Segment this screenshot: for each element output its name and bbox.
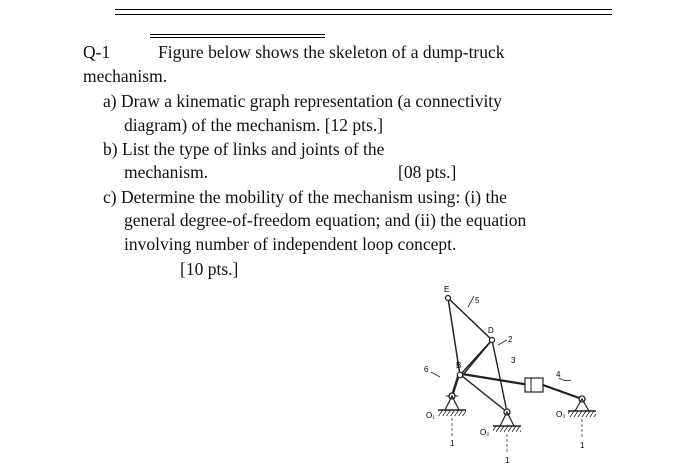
- joint-B: [457, 372, 463, 378]
- label-O3: O₃: [556, 410, 566, 419]
- link-4-cylinder: [525, 378, 582, 399]
- question-intro-line1: Figure below shows the skeleton of a dump-truck: [158, 42, 505, 62]
- label-3: 3: [511, 356, 516, 365]
- leader-2: [498, 340, 507, 345]
- label-ground-1: 1: [450, 439, 455, 448]
- part-a-line1: a) Draw a kinematic graph representation (a connectivity: [103, 91, 502, 111]
- label-6: 6: [424, 365, 429, 374]
- label-5: 5: [475, 296, 480, 305]
- leader-4: [559, 378, 571, 381]
- label-2: 2: [508, 335, 513, 344]
- label-O2: O₂: [480, 428, 490, 437]
- label-4: 4: [556, 370, 561, 379]
- question-number: Q-1: [83, 42, 111, 62]
- leader-6: [431, 372, 440, 377]
- part-c-points: [10 pts.]: [180, 259, 239, 279]
- label-B: B: [456, 361, 462, 370]
- joint-D: [490, 338, 495, 343]
- link-5-body: [448, 298, 492, 375]
- label-D: D: [488, 326, 494, 335]
- part-b-points: [08 pts.]: [398, 162, 457, 182]
- part-c-line3: involving number of independent loop concept.: [124, 234, 457, 254]
- label-O1: O₁: [426, 411, 435, 420]
- part-b-line1: b) List the type of links and joints of the: [103, 139, 385, 159]
- part-c-line1: c) Determine the mobility of the mechanism using: (i) the: [103, 187, 507, 207]
- label-ground-2: 1: [505, 456, 510, 465]
- question-intro-line2: mechanism.: [83, 66, 168, 86]
- leader-5: [468, 296, 474, 307]
- part-c-line2: general degree-of-freedom equation; and (ii) the equation: [124, 210, 527, 230]
- label-ground-3: 1: [580, 441, 585, 450]
- label-E: E: [444, 285, 450, 294]
- part-b-line2: mechanism.: [124, 162, 209, 182]
- part-a-line2: diagram) of the mechanism. [12 pts.]: [124, 115, 384, 135]
- joint-E: [446, 296, 451, 301]
